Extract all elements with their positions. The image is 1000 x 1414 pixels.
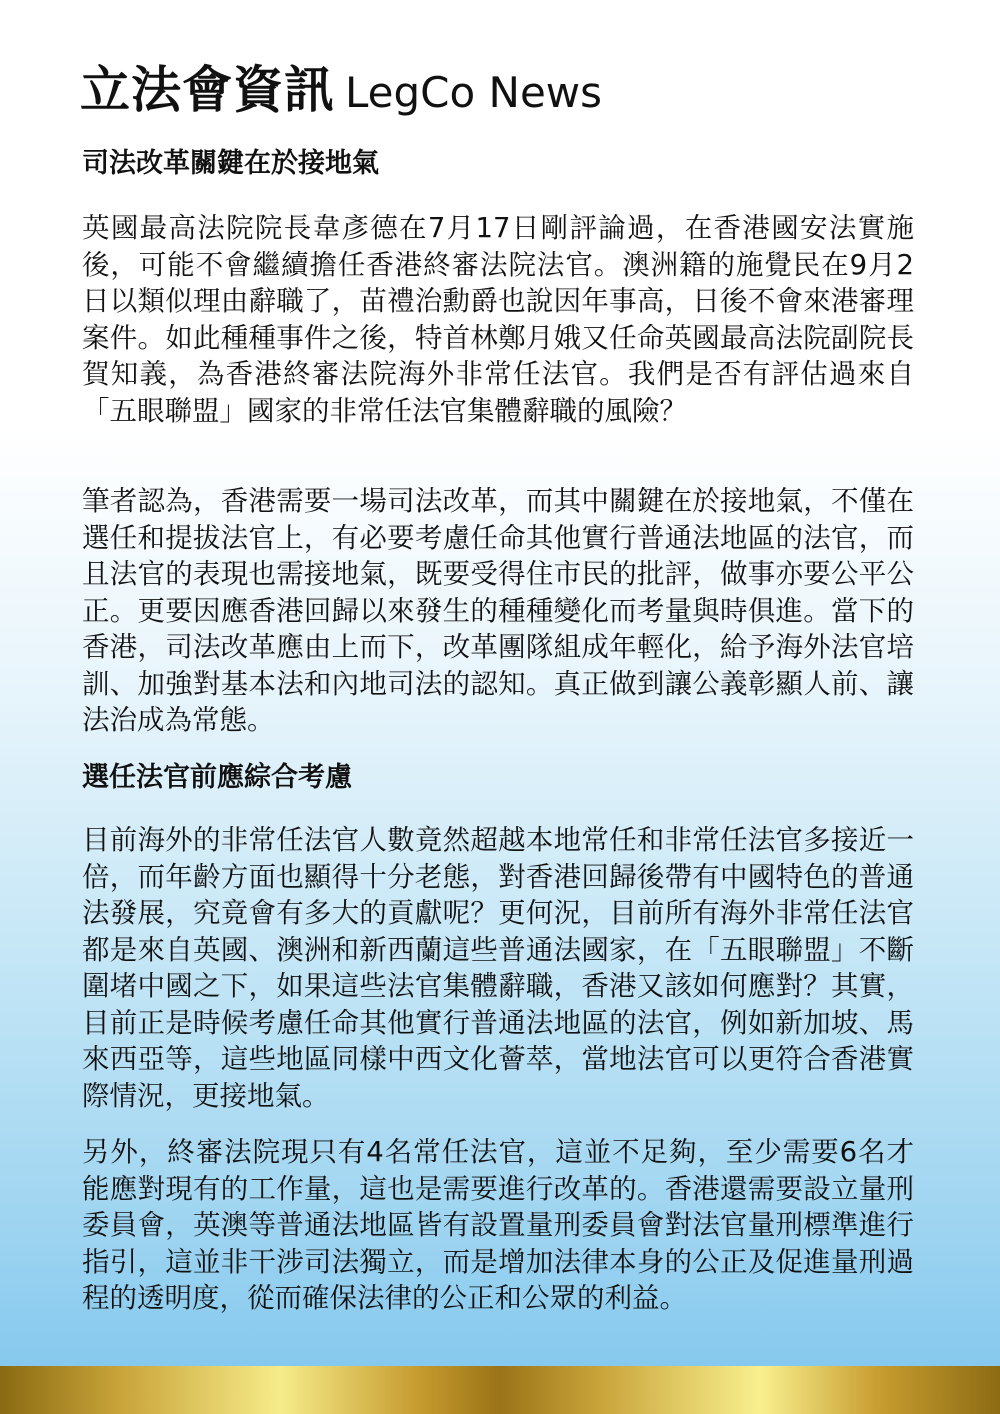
gold-footer-bar: [0, 1366, 1000, 1414]
masthead: [80, 58, 602, 134]
masthead-title-en: LegCo News: [345, 68, 603, 117]
section-heading-judicial-reform: 司法改革關鍵在於接地氣: [82, 148, 379, 179]
masthead-title-zh: 立法會資訊: [80, 61, 335, 119]
paragraph-2: 筆者認為，香港需要一場司法改革，而其中關鍵在於接地氣，不僅在選任和提拔法官上，有必要考慮任命其他實行普通法地區的法官，而且法官的表現也需接地氣，既要受得住市民的批評，做事亦要公平公正。更要因應香港回歸以來發生的種種變化而考量與時俱進。當下的香港，司法改革應由上而下，改革團隊組成年輕化，給予海外法官培訓、加強對基本法和內地司法的認知。真正做到讓公義彰顯人前、讓法治成為常態。: [82, 485, 914, 736]
paragraph-3: 目前海外的非常任法官人數竟然超越本地常任和非常任法官多接近一倍，而年齡方面也顯得十分老態，對香港回歸後帶有中國特色的普通法發展，究竟會有多大的貢獻呢？更何況，目前所有海外非常任法官都是來自英國、澳洲和新西蘭這些普通法國家，在「五眼聯盟」不斷圍堵中國之下，如果這些法官集體辭職，香港又該如何應對？其實，目前正是時候考慮任命其他實行普通法地區的法官，例如新加坡、馬來西亞等，這些地區同樣中西文化薈萃，當地法官可以更符合香港實際情況，更接地氣。: [82, 824, 914, 1112]
paragraph-1: 英國最高法院院長韋彥德在7月17日剛評論過，在香港國安法實施後，可能不會繼續擔任香港終審法院法官。澳洲籍的施覺民在9月2日以類似理由辭職了，苗禮治勳爵也說因年事高，日後不會來港審理案件。如此種種事件之後，特首林鄭月娥又任命英國最高法院副院長賀知義，為香港終審法院海外非常任法官。我們是否有評估過來自「五眼聯盟」國家的非常任法官集體辭職的風險？: [82, 212, 914, 427]
section-heading-judge-selection: 選任法官前應綜合考慮: [82, 762, 352, 793]
paragraph-4: 另外，終審法院現只有4名常任法官，這並不足夠，至少需要6名才能應對現有的工作量，這也是需要進行改革的。香港還需要設立量刑委員會，英澳等普通法地區皆有設置量刑委員會對法官量刑標準進行指引，這並非干涉司法獨立，而是增加法律本身的公正及促進量刑過程的透明度，從而確保法律的公正和公眾的利益。: [82, 1136, 914, 1314]
